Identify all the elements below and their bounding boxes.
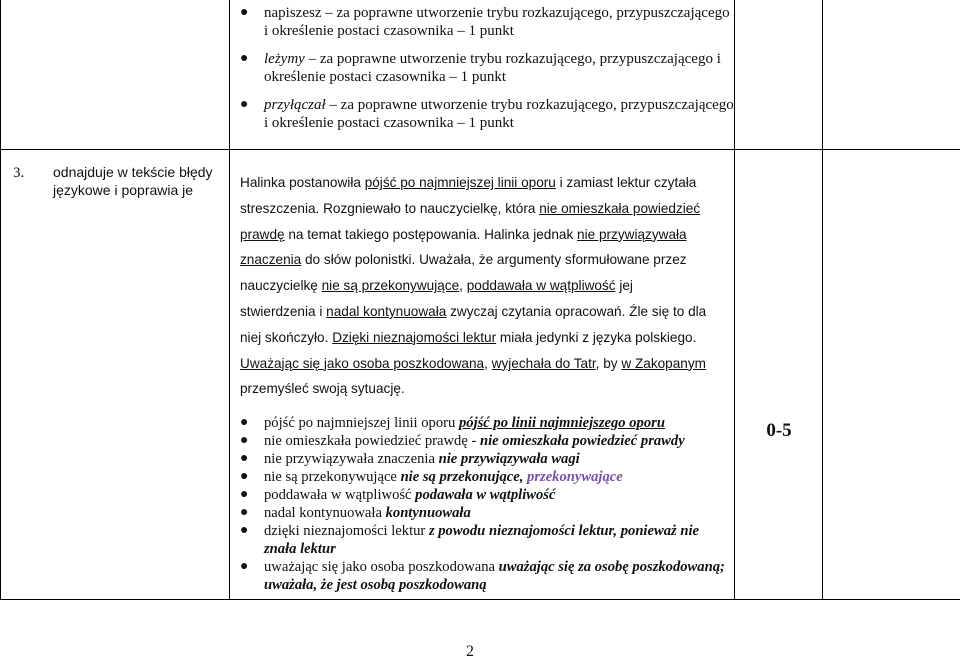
text-run: nie są przekonywujące [264,469,401,485]
text-run: Uważając się jako osoba poszkodowana [240,355,485,371]
paragraph-line [240,351,726,377]
table-border-bottom [0,599,960,600]
text-run: przekonywające [527,469,623,485]
text-run: nie omieszkała powiedzieć [539,200,701,216]
list-item [240,558,735,594]
paragraph-line [240,222,726,248]
table-divider-score [822,0,823,600]
paragraph-line [240,325,726,351]
text-run: pójść po linii najmniejszego oporu [458,415,665,431]
scoring-criteria-list [240,4,735,142]
bullet-icon: ● [240,5,249,20]
list-item [240,432,735,450]
text-run: Halinka postanowiła [240,175,365,190]
text-run: nie przywiązywała znaczenia [264,451,439,467]
text-run: znaczenia [240,252,302,268]
table-divider-task [229,0,230,600]
text-run: z powodu nieznajomości lektur, ponieważ nie znała lektur [264,523,699,557]
paragraph-line [240,273,726,299]
text-run: przemyśleć swoją sytuację. [240,381,405,397]
text-run: streszczenia. Rozgniewało to nauczycielkę, która [240,200,540,216]
bullet-icon: ● [240,415,249,430]
text-run: jej [615,278,633,294]
text-run: nadal kontynuowała [326,303,447,319]
text-run: poddawała w wątpliwość [466,278,616,294]
text-run: uważając się jako osoba poszkodowana [264,559,499,575]
table-row-separator [0,149,960,150]
list-item [240,468,735,486]
text-run: niej skończyło. [240,329,333,345]
text-run: do słów polonistki. Uważała, że argumenty sformułowane przez [301,252,687,268]
text-run: pójść po najmniejszej linii oporu [364,175,556,190]
paragraph-line [240,299,726,325]
text-run: nie omieszkała powiedzieć prawdy [479,433,685,449]
bullet-icon: ● [240,487,249,502]
text-run: nie są przekonujące, [400,469,528,485]
list-item [240,4,735,40]
text-run: miała jedynki z języka polskiego. [496,329,697,345]
list-item [240,522,735,558]
text-run: , by [595,355,622,371]
text-run: nauczycielkę [240,278,322,294]
text-run: stwierdzenia i [240,303,327,319]
list-item [240,50,735,86]
text-run: , [459,278,467,294]
text-run: nadal kontynuowała [264,505,386,521]
bullet-icon: ● [240,451,249,466]
text-run: nie przywiązywała [577,226,687,242]
bullet-icon: ● [240,97,249,112]
paragraph-line [240,196,726,222]
list-item [240,504,735,522]
bullet-icon: ● [240,433,249,448]
list-item [240,450,735,468]
text-run: nie przywiązywała wagi [438,451,580,467]
list-item [240,96,735,132]
task-description: odnajduje w tekście błędy językowe i poprawia je [53,164,213,198]
paragraph-line [240,247,726,273]
text-run: – za poprawne utworzenie trybu rozkazującego, przypuszczającego i określenie postaci czasownika – 1 punkt [264,97,734,131]
text-run: kontynuowała [385,505,471,521]
text-run: zwyczaj czytania opracowań. Źle się to dla [446,303,707,319]
list-item [240,486,735,504]
paragraph-line [240,376,726,402]
text-run: – za poprawne utworzenie trybu rozkazującego, przypuszczającego i określenie postaci czasownika – 1 punkt [264,51,721,85]
text-run: leżymy [264,51,305,67]
text-run: , [484,355,492,371]
text-run: nie omieszkała powiedzieć prawdę - [264,433,480,449]
text-run: prawdę [240,226,285,242]
text-run: w Zakopanym [621,355,706,371]
bullet-icon: ● [240,559,249,574]
text-run: wyjechała do Tatr [491,355,596,371]
row-number: 3. [13,165,25,181]
bullet-icon: ● [240,469,249,484]
bullet-icon: ● [240,523,249,538]
text-run: dzięki nieznajomości lektur [264,523,429,539]
bullet-icon: ● [240,51,249,66]
exercise-paragraph [240,170,726,402]
list-item [240,414,735,432]
paragraph-line [240,170,726,196]
text-run: nie są przekonywujące [321,278,460,294]
score-range: 0-5 [766,420,792,441]
page-number: 2 [466,643,474,660]
corrections-list [240,414,735,594]
text-run: uważając się za osobę poszkodowaną; uważała, że jest osobą poszkodowaną [264,559,725,593]
table-border-left [0,0,1,600]
text-run: Dzięki nieznajomości lektur [332,329,497,345]
text-run: podawała w wątpliwość [415,487,556,503]
text-run: pójść po najmniejszej linii oporu [264,415,459,431]
bullet-icon: ● [240,505,249,520]
text-run: i zamiast lektur czytała [555,175,697,190]
text-run: przyłączał [264,97,326,113]
text-run: napiszesz – za poprawne utworzenie trybu rozkazującego, przypuszczającego i określenie postaci czasownika – 1 punkt [264,5,730,39]
text-run: poddawała w wątpliwość [264,487,416,503]
text-run: na temat takiego postępowania. Halinka jednak [284,226,578,242]
